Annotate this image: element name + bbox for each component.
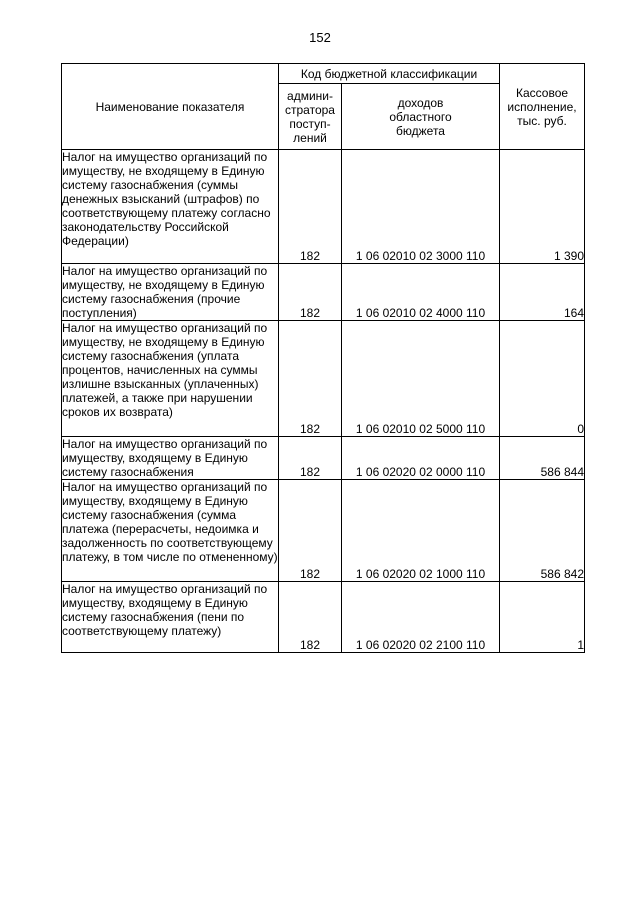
cash-value: 0 (500, 321, 585, 437)
revenue-code: 1 06 02010 02 4000 110 (342, 264, 500, 321)
table-row (62, 480, 585, 582)
table-row (62, 582, 585, 653)
revenue-code: 1 06 02020 02 2100 110 (342, 582, 500, 653)
revenue-code: 1 06 02010 02 3000 110 (342, 150, 500, 264)
revenue-code: 1 06 02020 02 1000 110 (342, 480, 500, 582)
cash-value: 586 842 (500, 480, 585, 582)
administrator-code: 182 (279, 321, 342, 437)
budget-revenue-table (61, 63, 585, 653)
administrator-code: 182 (279, 150, 342, 264)
table-row (62, 321, 585, 437)
cash-value: 586 844 (500, 437, 585, 480)
header-cash-execution: Кассовое исполнение, тыс. руб. (500, 64, 585, 150)
indicator-name: Налог на имущество организаций по имуществу, входящему в Единую систему газоснабжения (пени по соответствующему платежу) (62, 582, 279, 653)
cash-value: 1 390 (500, 150, 585, 264)
administrator-code: 182 (279, 437, 342, 480)
header-code-group: Код бюджетной классификации (279, 64, 500, 84)
indicator-name: Налог на имущество организаций по имуществу, не входящему в Единую систему газоснабжения (прочие поступления) (62, 264, 279, 321)
table-row (62, 150, 585, 264)
administrator-code: 182 (279, 480, 342, 582)
indicator-name: Налог на имущество организаций по имуществу, не входящему в Единую систему газоснабжения (суммы денежных взысканий (штрафов) по соответствующему платежу согласно законодательству Российской Федерации) (62, 150, 279, 264)
cash-value: 1 (500, 582, 585, 653)
table-row (62, 437, 585, 480)
header-administrator: админи- стратора поступ- лений (279, 84, 342, 150)
page-number: 152 (309, 30, 331, 45)
revenue-code: 1 06 02020 02 0000 110 (342, 437, 500, 480)
cash-value: 164 (500, 264, 585, 321)
indicator-name: Налог на имущество организаций по имуществу, входящему в Единую систему газоснабжения (сумма платежа (перерасчеты, недоимка и задолженность по соответствующему платежу, в том числе по отмененному) (62, 480, 279, 582)
administrator-code: 182 (279, 264, 342, 321)
header-indicator-name: Наименование показателя (62, 64, 279, 150)
table-row (62, 264, 585, 321)
administrator-code: 182 (279, 582, 342, 653)
revenue-code: 1 06 02010 02 5000 110 (342, 321, 500, 437)
indicator-name: Налог на имущество организаций по имуществу, не входящему в Единую систему газоснабжения (уплата процентов, начисленных на суммы излишне взысканных (уплаченных) платежей, а также при нарушении сроков их возврата) (62, 321, 279, 437)
indicator-name: Налог на имущество организаций по имуществу, входящему в Единую систему газоснабжения (62, 437, 279, 480)
header-revenue: доходов областного бюджета (342, 84, 500, 150)
